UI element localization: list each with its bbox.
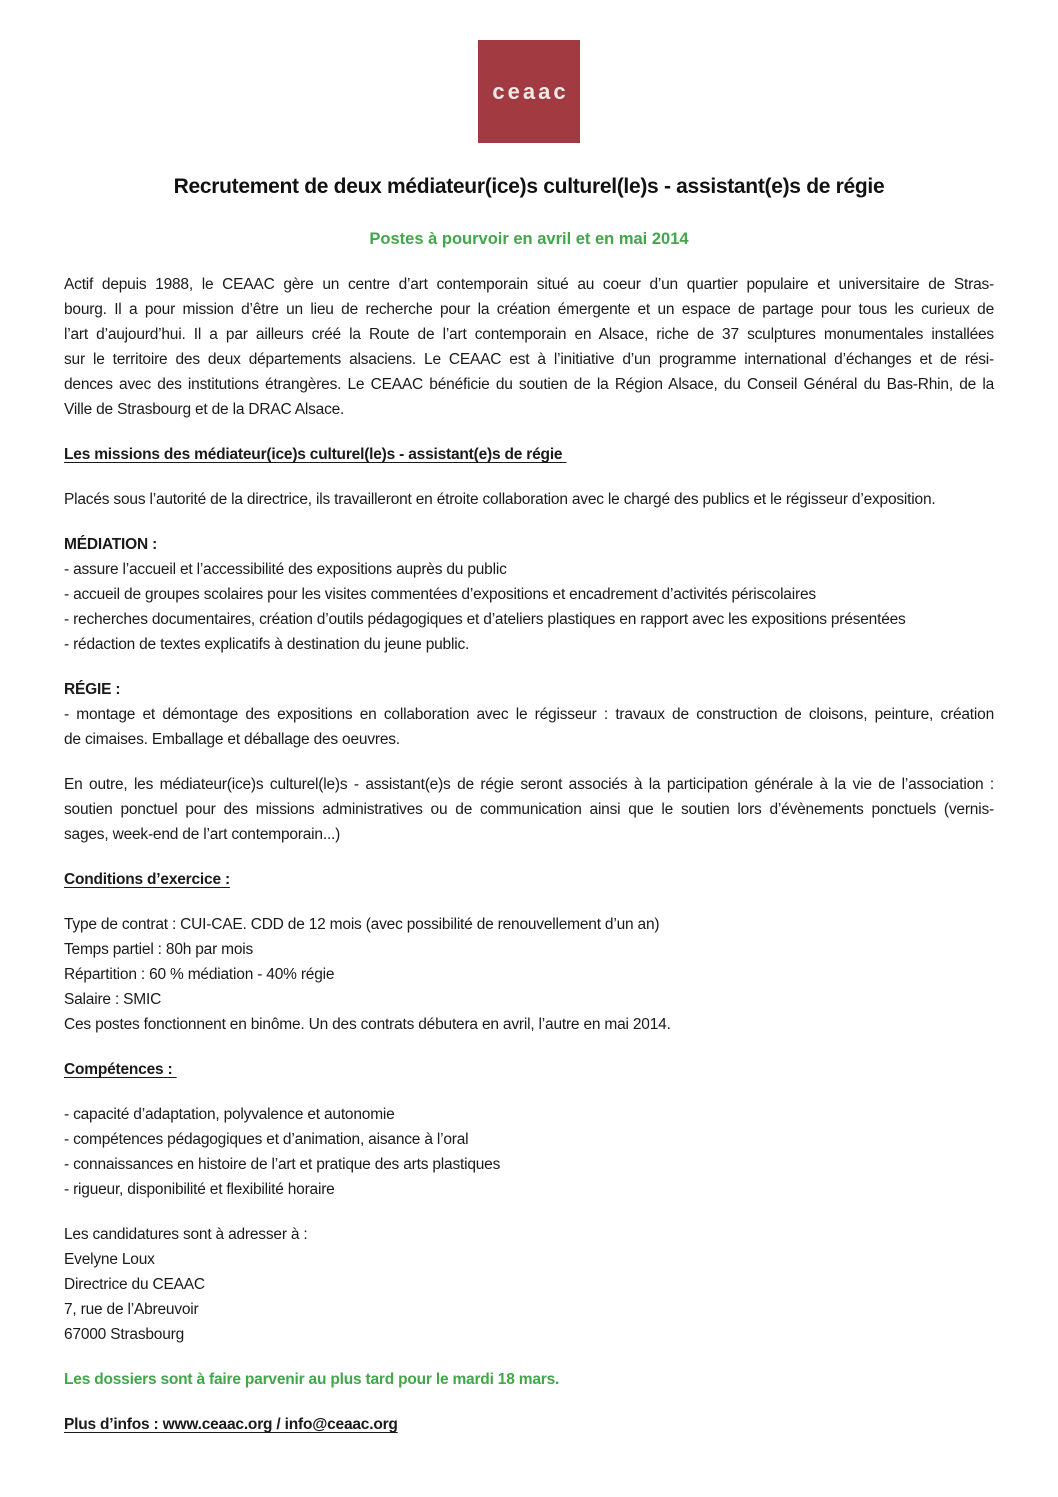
mediation-item: - recherches documentaires, création d’outils pédagogiques et d’ateliers plastiques en rapport avec les expositions présentées [64,611,906,628]
conditions-line: Temps partiel : 80h par mois [64,941,254,958]
contact-line: Les candidatures sont à adresser à : [64,1226,308,1243]
competences-item: - connaissances en histoire de l’art et pratique des arts plastiques [64,1156,501,1173]
mediation-label: MÉDIATION : [64,536,158,553]
contact-line: Directrice du CEAAC [64,1276,205,1293]
mediation-item: - accueil de groupes scolaires pour les visites commentées d’expositions et encadrement d’activités périscolaires [64,586,816,603]
intro-line: bourg. Il a pour mission d’être un lieu de recherche pour la création émergente et un espace de partage pour tous les curieux de [64,301,994,318]
contact-block [64,1222,994,1347]
regie-section [64,677,994,752]
intro-paragraph [64,272,994,422]
regie-line: - montage et démontage des expositions en collaboration avec le régisseur : travaux de construction de cloisons, peinture, création [64,706,994,723]
intro-line: sur le territoire des deux départements alsaciens. Le CEAAC est à l’initiative d’un programme international d’échanges et de rési- [64,351,994,368]
ceaac-logo: ceaac [478,40,580,143]
conditions-heading: Conditions d’exercice : [64,871,230,888]
document-body [64,272,994,1437]
conditions-line: Répartition : 60 % médiation - 40% régie [64,966,335,983]
association-line: sages, week-end de l’art contemporain...) [64,826,341,843]
conditions-line: Salaire : SMIC [64,991,162,1008]
competences-item: - capacité d’adaptation, polyvalence et autonomie [64,1106,395,1123]
regie-label: RÉGIE : [64,681,121,698]
competences-heading: Compétences : [64,1061,177,1078]
deadline-note: Les dossiers sont à faire parvenir au plus tard pour le mardi 18 mars. [64,1371,560,1388]
page-title: Recrutement de deux médiateur(ice)s culturel(le)s - assistant(e)s de régie [173,175,885,198]
mediation-item: - assure l’accueil et l’accessibilité des expositions auprès du public [64,561,507,578]
competences-item: - rigueur, disponibilité et flexibilité horaire [64,1181,335,1198]
intro-line: Ville de Strasbourg et de la DRAC Alsace. [64,401,345,418]
conditions-line: Ces postes fonctionnent en binôme. Un des contrats débutera en avril, l’autre en mai 2014. [64,1016,671,1033]
contact-line: 67000 Strasbourg [64,1326,185,1343]
intro-line: dences avec des institutions étrangères. Le CEAAC bénéficie du soutien de la Région Alsace, du Conseil Général du Bas-Rhin, de la [64,376,994,393]
contact-line: Evelyne Loux [64,1251,155,1268]
conditions-list [64,912,994,1037]
conditions-line: Type de contrat : CUI-CAE. CDD de 12 mois (avec possibilité de renouvellement d’un an) [64,916,660,933]
missions-heading: Les missions des médiateur(ice)s culturel(le)s - assistant(e)s de régie [64,446,567,463]
competences-item: - compétences pédagogiques et d’animation, aisance à l’oral [64,1131,469,1148]
regie-line: de cimaises. Emballage et déballage des oeuvres. [64,731,400,748]
more-info-line: Plus d’infos : www.ceaac.org / info@ceaac.org [64,1416,398,1433]
mediation-section [64,532,994,657]
mediation-item: - rédaction de textes explicatifs à destination du jeune public. [64,636,470,653]
contact-line: 7, rue de l’Abreuvoir [64,1301,199,1318]
association-line: soutien ponctuel pour des missions administratives ou de communication ainsi que le soutien lors d’évènements ponctuels (vernis- [64,801,994,818]
missions-intro: Placés sous l’autorité de la directrice, ils travailleront en étroite collaboration avec le chargé des publics et le régisseur d’exposition. [64,491,936,508]
association-line: En outre, les médiateur(ice)s culturel(le)s - assistant(e)s de régie seront associés à la participation générale à la vie de l’association : [64,776,994,793]
competences-list [64,1102,994,1202]
regie-text [64,702,994,752]
intro-line: l’art d’aujourd’hui. Il a par ailleurs créé la Route de l’art contemporain en Alsace, riche de 37 sculptures monumentales installées [64,326,994,343]
association-paragraph [64,772,994,847]
subtitle: Postes à pourvoir en avril et en mai 2014 [369,230,689,248]
intro-line: Actif depuis 1988, le CEAAC gère un centre d’art contemporain situé au coeur d’un quartier populaire et universitaire de Stras- [64,276,994,293]
mediation-list [64,557,994,657]
